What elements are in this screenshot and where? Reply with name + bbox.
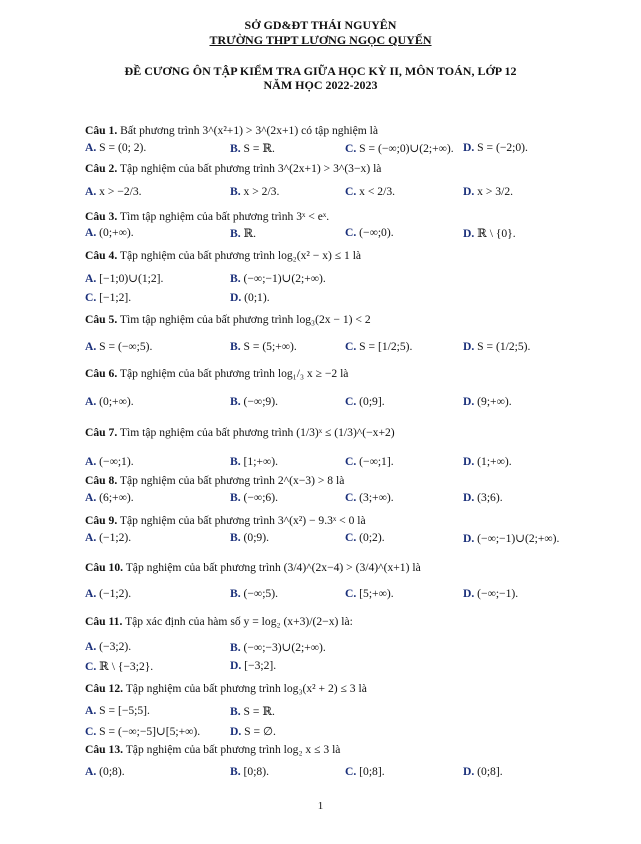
option-a: A. [−1;0)∪(1;2]. bbox=[85, 272, 164, 285]
options-6 bbox=[85, 395, 605, 411]
option-d: D. (−∞;−1). bbox=[463, 587, 519, 600]
option-c: C. (−∞;1]. bbox=[345, 455, 394, 468]
option-a: A. S = (0; 2). bbox=[85, 141, 147, 154]
options-12b bbox=[85, 724, 605, 740]
option-a: A. (−1;2). bbox=[85, 587, 132, 600]
school-name: TRƯỜNG THPT LƯƠNG NGỌC QUYẾN bbox=[209, 33, 432, 47]
option-c: C. S = [1/2;5). bbox=[345, 340, 413, 353]
options-9 bbox=[85, 531, 605, 547]
option-b: B. (0;9). bbox=[230, 531, 269, 544]
dept-name: SỞ GD&ĐT THÁI NGUYÊN bbox=[244, 18, 397, 32]
options-4b bbox=[85, 291, 605, 307]
option-a: A. (0;+∞). bbox=[85, 226, 134, 239]
question-1: Câu 1. Bất phương trình 3^(x²+1) > 3^(2x+1) có tập nghiệm là bbox=[85, 124, 379, 137]
option-c: C. S = (−∞;0)∪(2;+∞). bbox=[345, 142, 454, 155]
option-d: D. [−3;2]. bbox=[230, 659, 277, 672]
question-7: Câu 7. Tìm tập nghiệm của bất phương trình (1/3)ˣ ≤ (1/3)^(−x+2) bbox=[85, 426, 395, 439]
options-7 bbox=[85, 455, 605, 471]
option-b: B. S = ℝ. bbox=[230, 142, 275, 155]
option-b: B. (−∞;9). bbox=[230, 395, 278, 408]
option-a: A. x > −2/3. bbox=[85, 185, 142, 198]
option-c: C. [−1;2]. bbox=[85, 291, 132, 304]
option-a: A. (−3;2). bbox=[85, 640, 132, 653]
options-5 bbox=[85, 340, 605, 356]
options-12a bbox=[85, 704, 605, 720]
option-b: B. (−∞;6). bbox=[230, 491, 278, 504]
option-c: C. (0;9]. bbox=[345, 395, 385, 408]
question-12: Câu 12. Tập nghiệm của bất phương trình log₃(x² + 2) ≤ 3 là bbox=[85, 682, 367, 695]
option-b: B. x > 2/3. bbox=[230, 185, 280, 198]
options-13 bbox=[85, 765, 605, 781]
option-d: D. S = (1/2;5). bbox=[463, 340, 531, 353]
question-6: Câu 6. Tập nghiệm của bất phương trình log₁/₃ x ≥ −2 là bbox=[85, 367, 349, 380]
option-d: D. S = (−2;0). bbox=[463, 141, 528, 154]
option-b: B. ℝ. bbox=[230, 227, 257, 240]
options-10 bbox=[85, 587, 605, 603]
doc-year: NĂM HỌC 2022-2023 bbox=[263, 78, 378, 92]
option-d: D. (1;+∞). bbox=[463, 455, 512, 468]
question-4: Câu 4. Tập nghiệm của bất phương trình log₂(x² − x) ≤ 1 là bbox=[85, 249, 362, 262]
options-8 bbox=[85, 491, 605, 507]
option-a: A. S = [−5;5]. bbox=[85, 704, 150, 717]
question-13: Câu 13. Tập nghiệm của bất phương trình log₂ x ≤ 3 là bbox=[85, 743, 341, 756]
option-b: B. [0;8). bbox=[230, 765, 269, 778]
question-8: Câu 8. Tập nghiệm của bất phương trình 2^(x−3) > 8 là bbox=[85, 474, 345, 487]
option-c: C. (3;+∞). bbox=[345, 491, 394, 504]
option-b: B. (−∞;−1)∪(2;+∞). bbox=[230, 272, 326, 285]
option-c: C. (0;2). bbox=[345, 531, 385, 544]
option-d: D. (−∞;−1)∪(2;+∞). bbox=[463, 532, 560, 545]
question-9: Câu 9. Tập nghiệm của bất phương trình 3^(x²) − 9.3ˣ < 0 là bbox=[85, 514, 366, 527]
question-5: Câu 5. Tìm tập nghiệm của bất phương trình log₃(2x − 1) < 2 bbox=[85, 313, 371, 326]
option-d: D. x > 3/2. bbox=[463, 185, 514, 198]
options-4a bbox=[85, 271, 605, 287]
option-c: C. S = (−∞;−5]∪[5;+∞). bbox=[85, 725, 201, 738]
option-b: B. S = (5;+∞). bbox=[230, 340, 297, 353]
options-2 bbox=[85, 185, 605, 201]
option-c: C. x < 2/3. bbox=[345, 185, 396, 198]
options-1 bbox=[85, 141, 605, 157]
option-b: B. (−∞;−3)∪(2;+∞). bbox=[230, 641, 326, 654]
doc-title: ĐỀ CƯƠNG ÔN TẬP KIỂM TRA GIỮA HỌC KỲ II, MÔN TOÁN, LỚP 12 bbox=[124, 64, 517, 78]
option-b: B. S = ℝ. bbox=[230, 705, 275, 718]
question-2: Câu 2. Tập nghiệm của bất phương trình 3^(2x+1) > 3^(3−x) là bbox=[85, 162, 382, 175]
option-d: D. (3;6). bbox=[463, 491, 503, 504]
option-d: D. S = ∅. bbox=[230, 725, 276, 738]
option-c: C. [0;8]. bbox=[345, 765, 385, 778]
option-d: D. ℝ \ {0}. bbox=[463, 227, 516, 240]
page-number: 1 bbox=[317, 800, 324, 812]
option-a: A. (−∞;1). bbox=[85, 455, 134, 468]
option-a: A. (0;8). bbox=[85, 765, 125, 778]
option-a: A. (−1;2). bbox=[85, 531, 132, 544]
option-a: A. (6;+∞). bbox=[85, 491, 134, 504]
option-b: B. (−∞;5). bbox=[230, 587, 278, 600]
options-11a bbox=[85, 640, 605, 656]
question-10: Câu 10. Tập nghiệm của bất phương trình (3/4)^(2x−4) > (3/4)^(x+1) là bbox=[85, 561, 421, 574]
option-d: D. (0;1). bbox=[230, 291, 270, 304]
option-b: B. [1;+∞). bbox=[230, 455, 278, 468]
options-3 bbox=[85, 226, 605, 242]
option-a: A. S = (−∞;5). bbox=[85, 340, 153, 353]
question-3: Câu 3. Tìm tập nghiệm của bất phương trình 3ˣ < eˣ. bbox=[85, 210, 330, 223]
option-d: D. (9;+∞). bbox=[463, 395, 512, 408]
option-c: C. ℝ \ {−3;2}. bbox=[85, 660, 154, 673]
option-a: A. (0;+∞). bbox=[85, 395, 134, 408]
option-d: D. (0;8]. bbox=[463, 765, 503, 778]
question-11: Câu 11. Tập xác định của hàm số y = log₂ (x+3)/(2−x) là: bbox=[85, 615, 353, 628]
option-c: C. (−∞;0). bbox=[345, 226, 394, 239]
options-11b bbox=[85, 659, 605, 675]
option-c: C. [5;+∞). bbox=[345, 587, 394, 600]
